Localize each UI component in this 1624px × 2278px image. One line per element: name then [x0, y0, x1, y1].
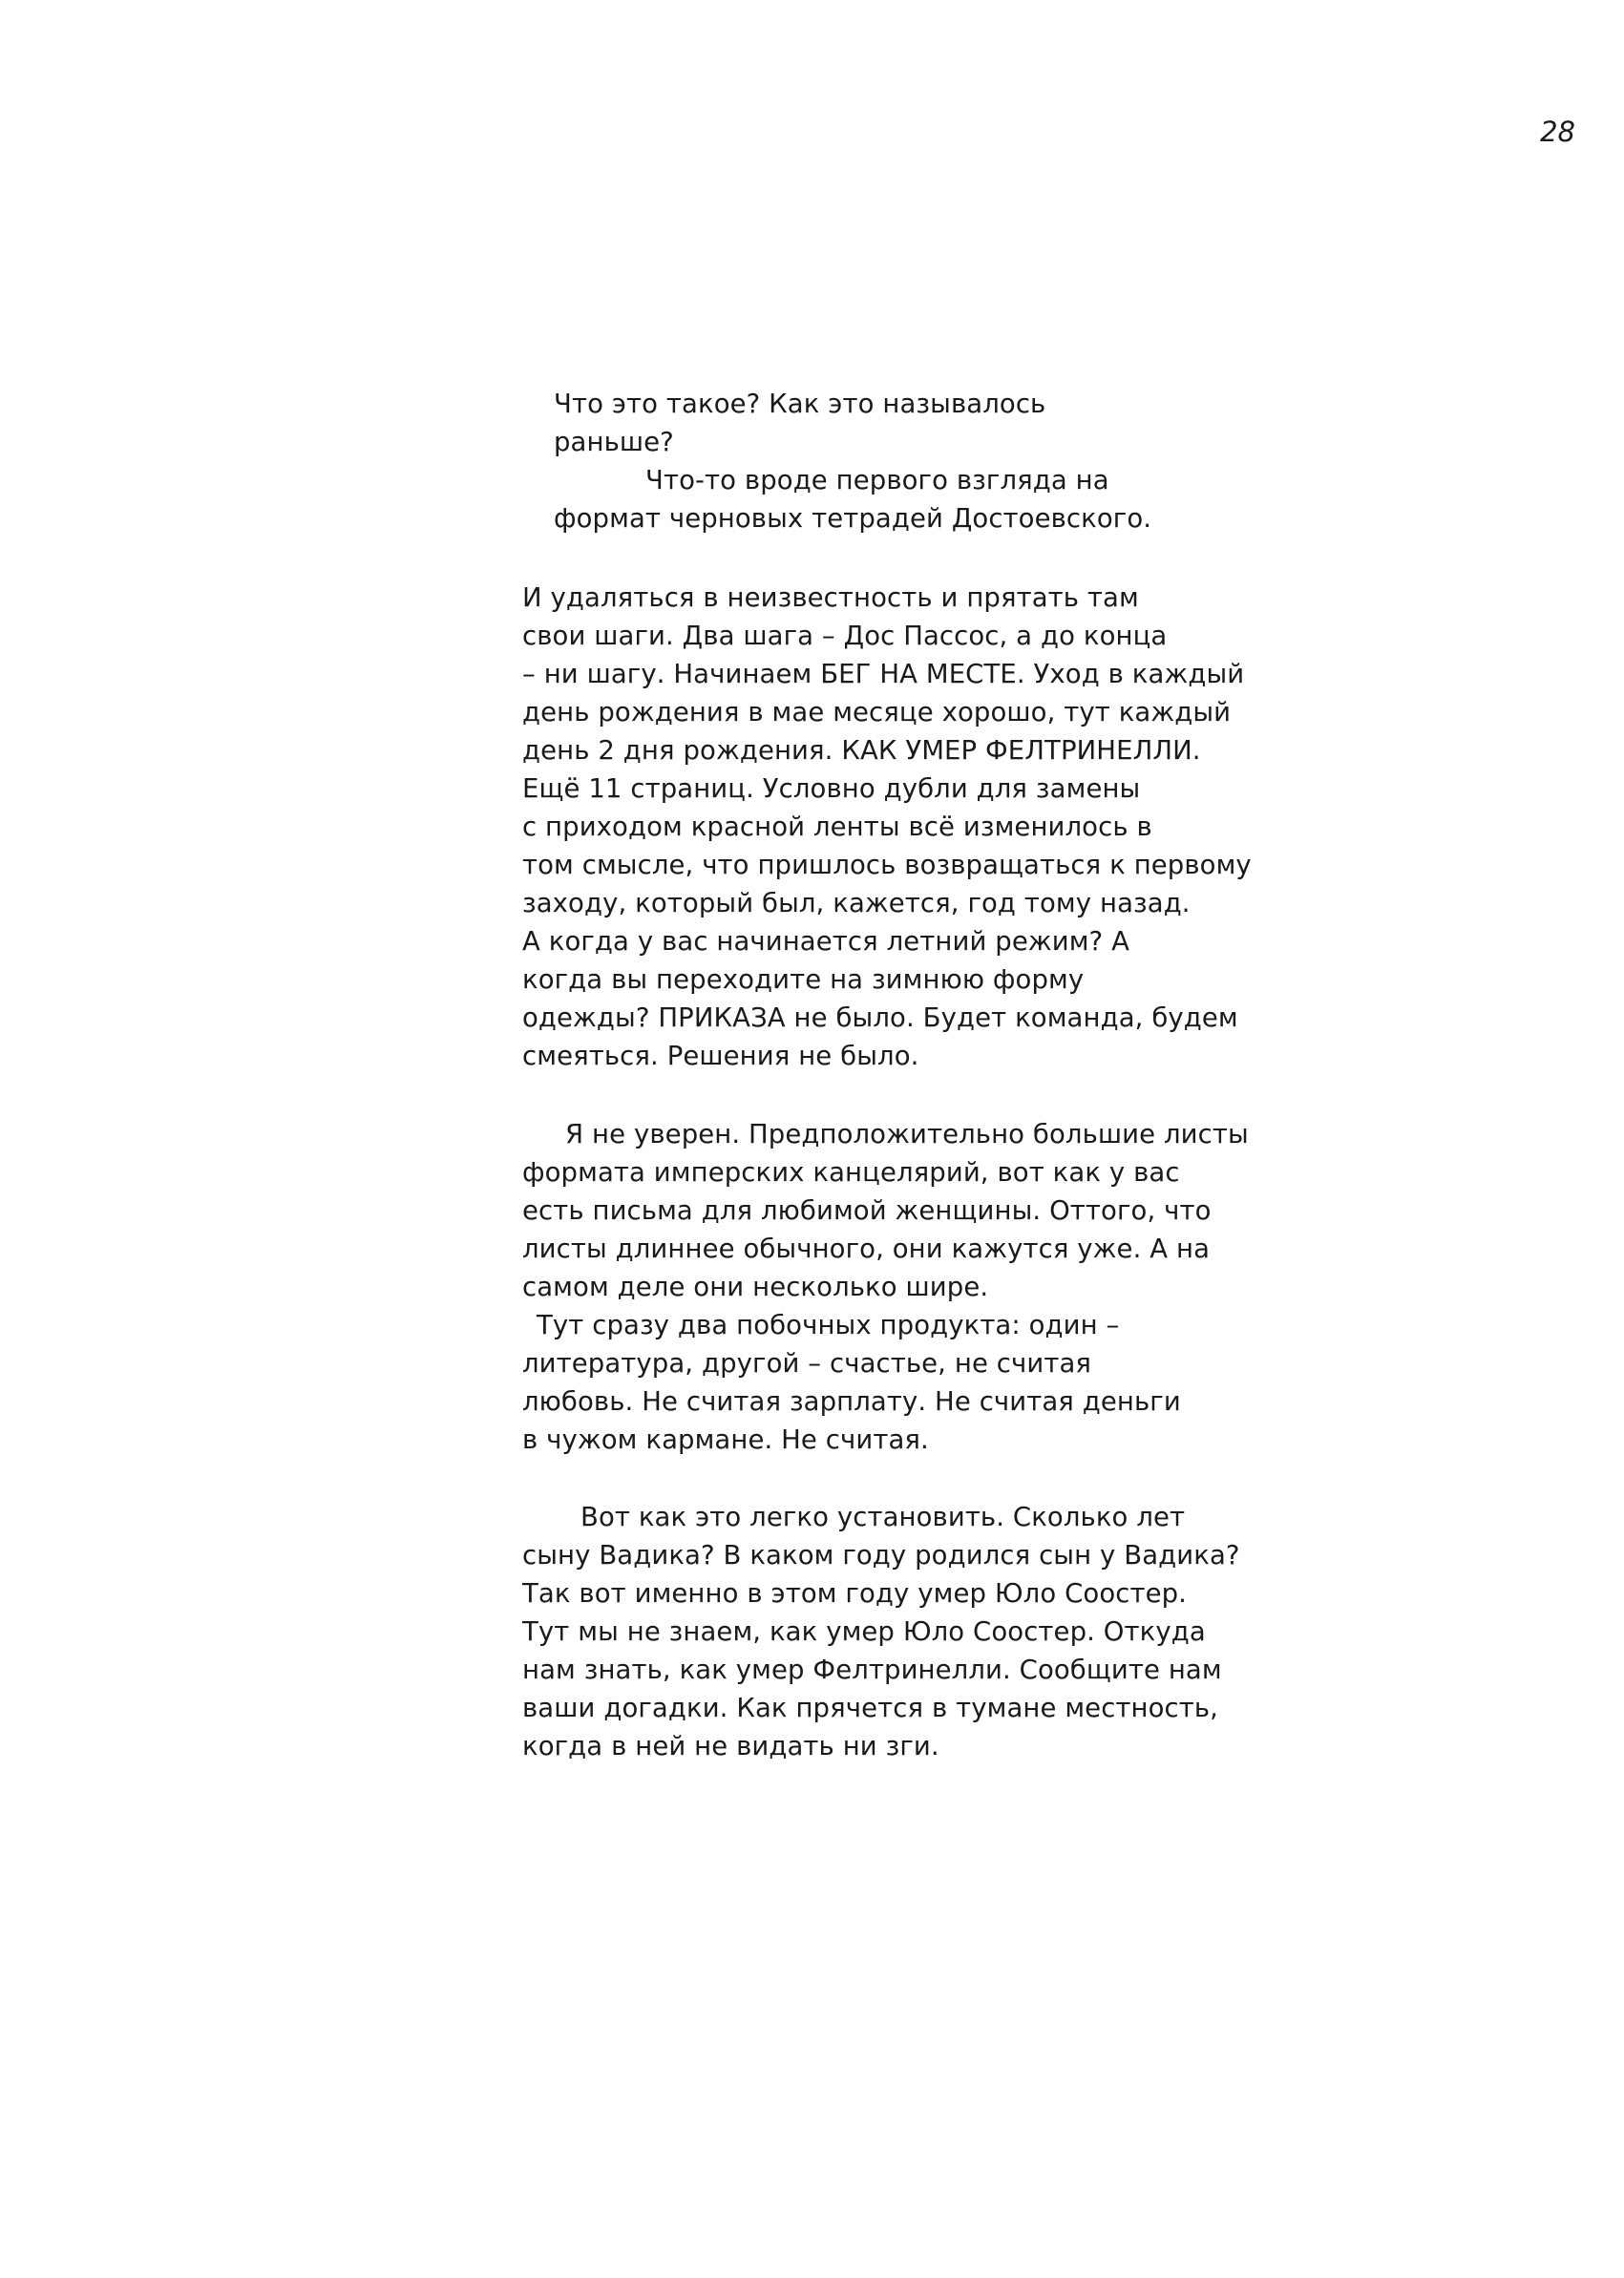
text-line: Тут сразу два побочных продукта: один – — [537, 1310, 1120, 1340]
text-line: Ещё 11 страниц. Условно дубли для замены — [522, 773, 1141, 804]
text-line: – ни шагу. Начинаем БЕГ НА МЕСТЕ. Уход в каждый — [522, 659, 1245, 689]
text-line: когда в ней не видать ни зги. — [522, 1731, 939, 1761]
text-line: И удаляться в неизвестность и прятать там — [522, 582, 1139, 613]
text-line: в чужом кармане. Не считая. — [522, 1424, 929, 1455]
text-line: Так вот именно в этом году умер Юло Соостер. — [522, 1578, 1188, 1609]
text-line: одежды? ПРИКАЗА не было. Будет команда, будем — [522, 1002, 1238, 1033]
text-line: с приходом красной ленты всё изменилось в — [522, 812, 1152, 842]
text-line: самом деле они несколько шире. — [522, 1272, 989, 1302]
text-line: ваши догадки. Как прячется в тумане местность, — [522, 1693, 1219, 1723]
text-line: заходу, который был, кажется, год тому назад. — [522, 888, 1191, 918]
text-line: любовь. Не считая зарплату. Не считая деньги — [522, 1386, 1181, 1417]
text-line: нам знать, как умер Фелтринелли. Сообщите нам — [522, 1655, 1222, 1685]
text-line: свои шаги. Два шага – Дос Пассос, а до конца — [522, 621, 1168, 651]
text-line: день 2 дня рождения. КАК УМЕР ФЕЛТРИНЕЛЛИ. — [522, 735, 1201, 766]
text-line: формата имперских канцелярий, вот как у вас — [522, 1157, 1180, 1188]
text-line: Что-то вроде первого взгляда на — [645, 465, 1109, 496]
page-number: 28 — [1540, 116, 1575, 148]
text-line: раньше? — [554, 427, 674, 457]
text-line: Я не уверен. Предположительно большие листы — [565, 1119, 1249, 1150]
text-line: А когда у вас начинается летний режим? А — [522, 926, 1130, 957]
text-line: день рождения в мае месяце хорошо, тут каждый — [522, 697, 1232, 728]
text-line: Вот как это легко установить. Сколько лет — [580, 1502, 1186, 1532]
text-line: формат черновых тетрадей Достоевского. — [554, 503, 1152, 534]
text-line: том смысле, что пришлось возвращаться к первому — [522, 850, 1252, 880]
text-line: листы длиннее обычного, они кажутся уже. А на — [522, 1234, 1211, 1264]
text-line: есть письма для любимой женщины. Оттого, что — [522, 1195, 1212, 1226]
text-line: Тут мы не знаем, как умер Юло Соостер. Откуда — [522, 1616, 1206, 1647]
text-line: сыну Вадика? В каком году родился сын у Вадика? — [522, 1540, 1240, 1571]
text-line: когда вы переходите на зимнюю форму — [522, 964, 1085, 995]
text-line: смеяться. Решения не было. — [522, 1041, 919, 1071]
text-line: литература, другой – счастье, не считая — [522, 1348, 1092, 1379]
text-line: Что это такое? Как это называлось — [554, 389, 1046, 419]
